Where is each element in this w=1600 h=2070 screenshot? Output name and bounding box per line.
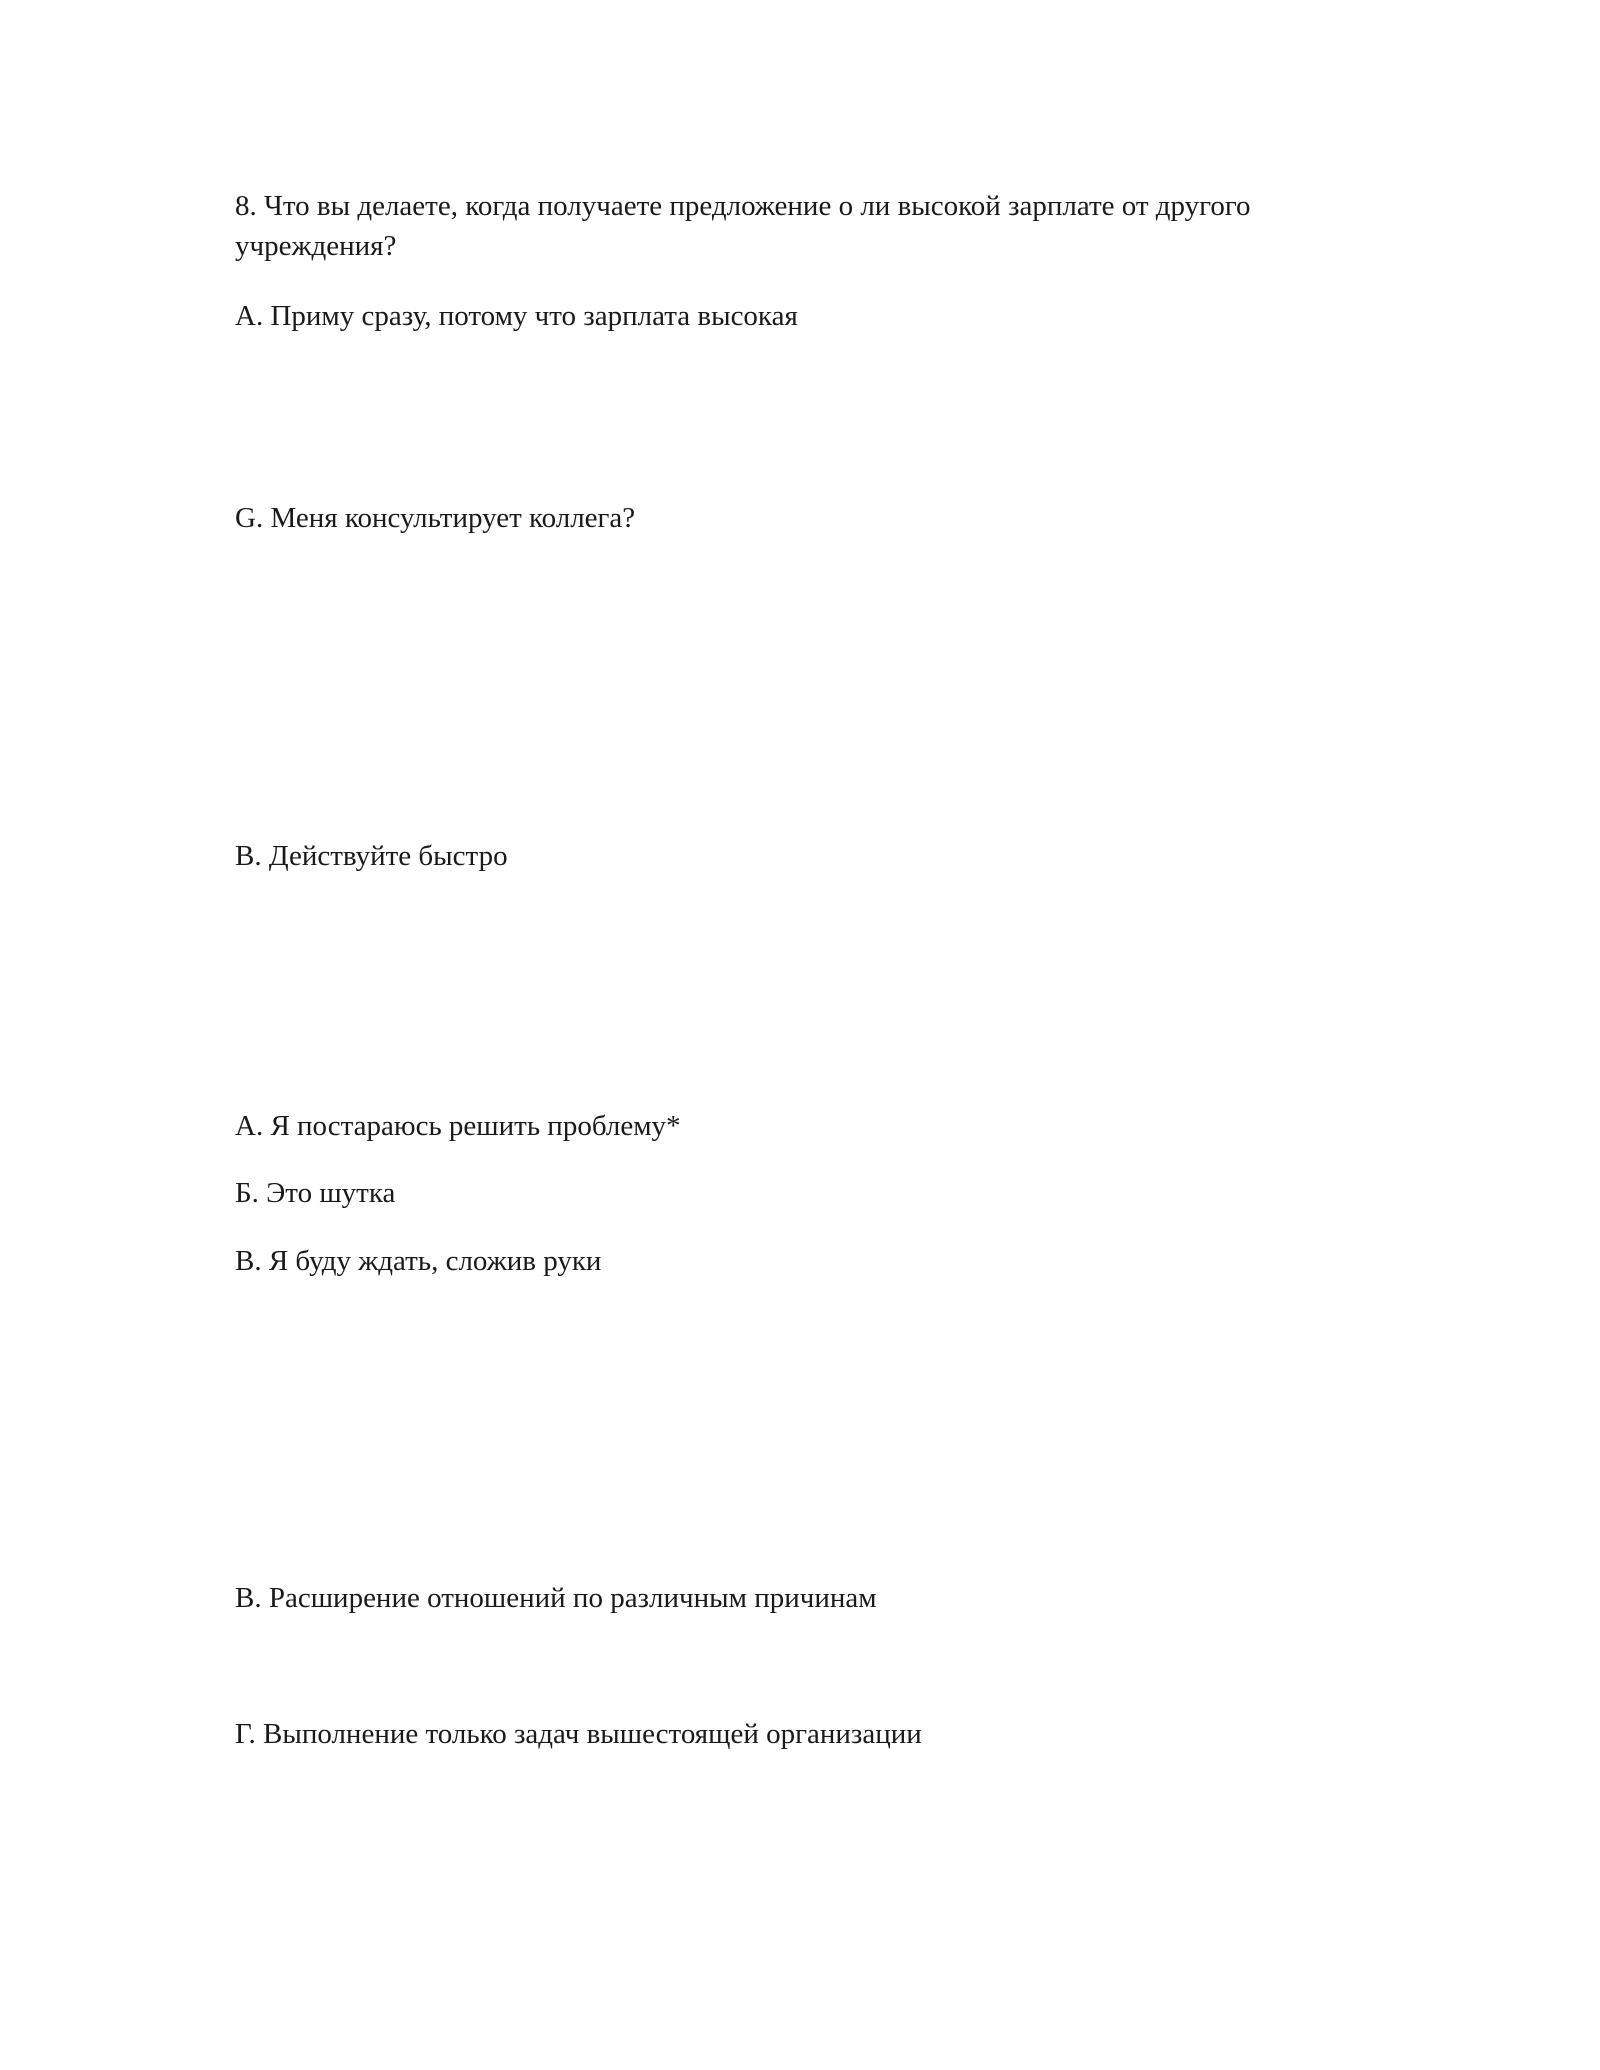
option-line: Б. Это шутка: [235, 1177, 396, 1209]
question-text: [235, 186, 1385, 266]
option-line: А. Я постараюсь решить проблему*: [235, 1110, 681, 1142]
option-line: В. Расширение отношений по различным причинам: [235, 1582, 877, 1614]
option-line: В. Действуйте быстро: [235, 840, 508, 872]
option-line: А. Приму сразу, потому что зарплата высокая: [235, 300, 798, 332]
question-line-2: учреждения?: [235, 230, 397, 262]
option-line: Г. Выполнение только задач вышестоящей организации: [235, 1718, 922, 1750]
option-line: В. Я буду ждать, сложив руки: [235, 1245, 602, 1277]
question-line-1: 8. Что вы делаете, когда получаете предложение о ли высокой зарплате от другого: [235, 190, 1251, 222]
option-line: G. Меня консультирует коллега?: [235, 502, 636, 534]
